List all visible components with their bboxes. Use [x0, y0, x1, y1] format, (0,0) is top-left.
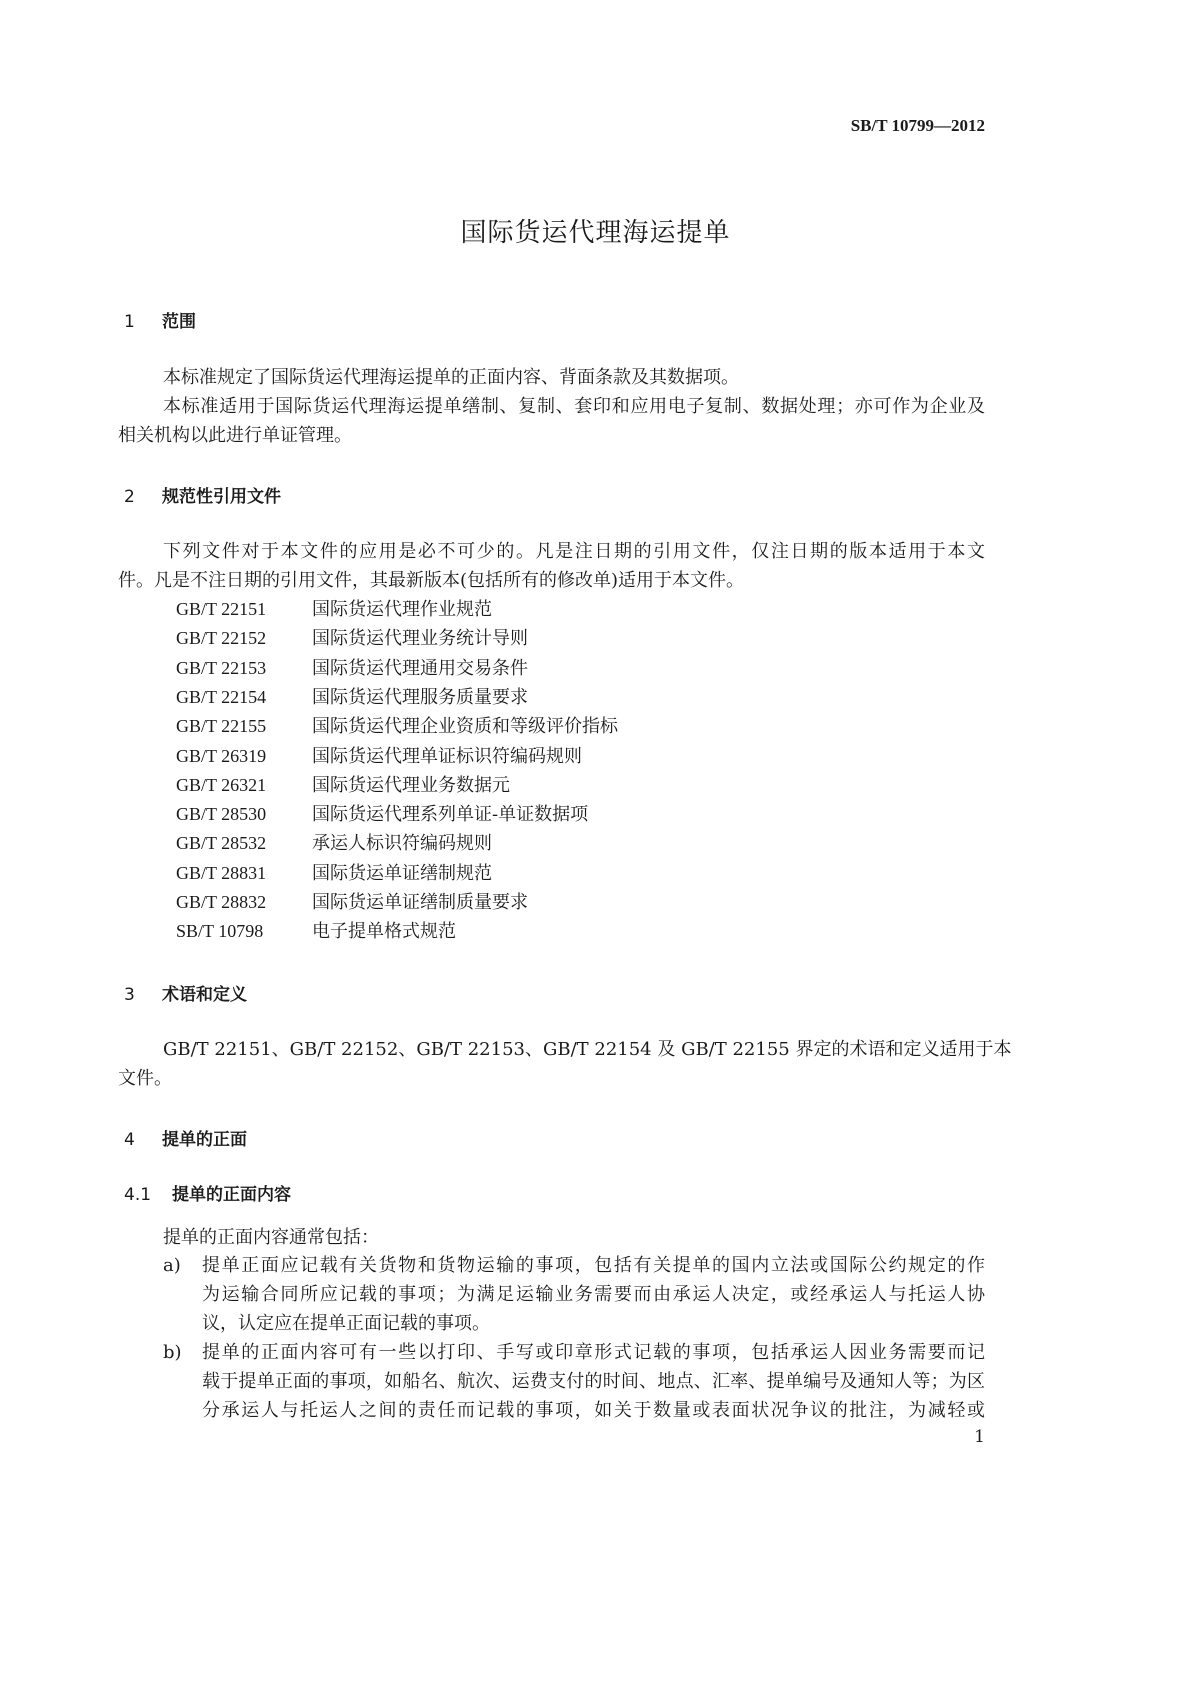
reference-item: [176, 800, 588, 829]
reference-code: GB/T 22151: [176, 599, 267, 619]
paragraph-line: 本标准适用于国际货运代理海运提单缮制、复制、套印和应用电子复制、数据处理；亦可作为企业及: [163, 396, 985, 417]
reference-title: 承运人标识符编码规则: [312, 833, 492, 855]
section-number: 4: [124, 1130, 135, 1150]
reference-code: GB/T 26321: [176, 774, 267, 795]
section-title: 术语和定义: [162, 985, 247, 1005]
reference-code: GB/T 22155: [176, 716, 267, 737]
section-number: 2: [124, 487, 135, 507]
reference-code: GB/T 28831: [176, 862, 267, 883]
list-item-line: 为运输合同所应记载的事项；为满足运输业务需要而由承运人决定，或经承运人与托运人协: [202, 1284, 985, 1305]
section-number: 4.1: [124, 1185, 152, 1205]
reference-item: [176, 829, 492, 858]
reference-title: 国际货运代理系列单证-单证数据项: [312, 804, 589, 826]
reference-code: SB/T 10798: [176, 921, 264, 942]
reference-item: [176, 742, 582, 771]
reference-item: [176, 917, 456, 946]
paragraph-line: 下列文件对于本文件的应用是必不可少的。凡是注日期的引用文件，仅注日期的版本适用于本文: [163, 541, 985, 562]
reference-code: GB/T 28832: [176, 892, 267, 912]
list-item-label: b): [163, 1342, 182, 1363]
section-3-heading: [124, 980, 247, 1005]
list-item-label: a): [163, 1255, 181, 1276]
reference-title: 国际货运代理单证标识符编码规则: [312, 745, 582, 767]
section-title: 范围: [162, 312, 196, 332]
list-item-line: 载于提单正面的事项，如船名、航次、运费支付的时间、地点、汇率、提单编号及通知人等；为区: [202, 1371, 985, 1392]
reference-code: GB/T 22152: [176, 628, 267, 649]
paragraph-line: 提单的正面内容通常包括：: [163, 1227, 379, 1248]
section-1-heading: [124, 307, 196, 332]
reference-item: [176, 595, 492, 624]
reference-title: 国际货运代理业务数据元: [312, 774, 510, 796]
standard-number: SB/T 10799—2012: [850, 116, 985, 135]
paragraph-line: 本标准规定了国际货运代理海运提单的正面内容、背面条款及其数据项。: [163, 367, 739, 388]
list-item-line: 提单的正面内容可有一些以打印、手写或印章形式记载的事项，包括承运人因业务需要而记: [202, 1342, 985, 1363]
paragraph-line: 相关机构以此进行单证管理。: [118, 425, 352, 446]
section-number: 1: [124, 312, 135, 332]
page-number: 1: [974, 1427, 985, 1447]
section-title: 规范性引用文件: [162, 487, 281, 507]
reference-title: 国际货运代理服务质量要求: [312, 686, 528, 708]
section-title: 提单的正面内容: [172, 1185, 291, 1205]
list-item-line: 议，认定应在提单正面记载的事项。: [202, 1313, 490, 1334]
list-item-line: 提单正面应记载有关货物和货物运输的事项，包括有关提单的国内立法或国际公约规定的作: [202, 1255, 985, 1276]
reference-item: [176, 712, 618, 741]
reference-code: GB/T 28530: [176, 804, 267, 825]
paragraph-line: 文件。: [118, 1068, 172, 1089]
reference-title: 国际货运代理作业规范: [312, 599, 492, 620]
paragraph-line: GB/T 22151、GB/T 22152、GB/T 22153、GB/T 22154 及 GB/T 22155 界定的术语和定义适用于本: [163, 1039, 1012, 1060]
reference-code: GB/T 28532: [176, 833, 267, 854]
reference-code: GB/T 26319: [176, 745, 267, 766]
paragraph-line: 件。凡是不注日期的引用文件，其最新版本(包括所有的修改单)适用于本文件。: [118, 570, 745, 591]
reference-title: 国际货运代理业务统计导则: [312, 628, 528, 650]
reference-code: GB/T 22154: [176, 686, 267, 707]
reference-title: 国际货运代理企业资质和等级评价指标: [312, 716, 618, 738]
reference-item: [176, 683, 528, 712]
reference-item: [176, 888, 528, 917]
section-2-heading: [124, 482, 281, 507]
section-title: 提单的正面: [162, 1130, 247, 1150]
reference-title: 电子提单格式规范: [312, 921, 456, 943]
reference-title: 国际货运单证缮制质量要求: [312, 892, 528, 913]
reference-item: [176, 771, 510, 800]
document-title: 国际货运代理海运提单: [460, 218, 731, 248]
reference-code: GB/T 22153: [176, 657, 267, 678]
list-item-line: 分承运人与托运人之间的责任而记载的事项，如关于数量或表面状况争议的批注，为减轻或: [202, 1400, 985, 1421]
reference-title: 国际货运单证缮制规范: [312, 862, 492, 884]
section-4-heading: [124, 1125, 247, 1150]
reference-item: [176, 654, 528, 683]
reference-item: [176, 859, 492, 888]
section-4-1-heading: [124, 1180, 291, 1205]
reference-title: 国际货运代理通用交易条件: [312, 657, 528, 679]
reference-item: [176, 624, 528, 653]
section-number: 3: [124, 985, 135, 1005]
